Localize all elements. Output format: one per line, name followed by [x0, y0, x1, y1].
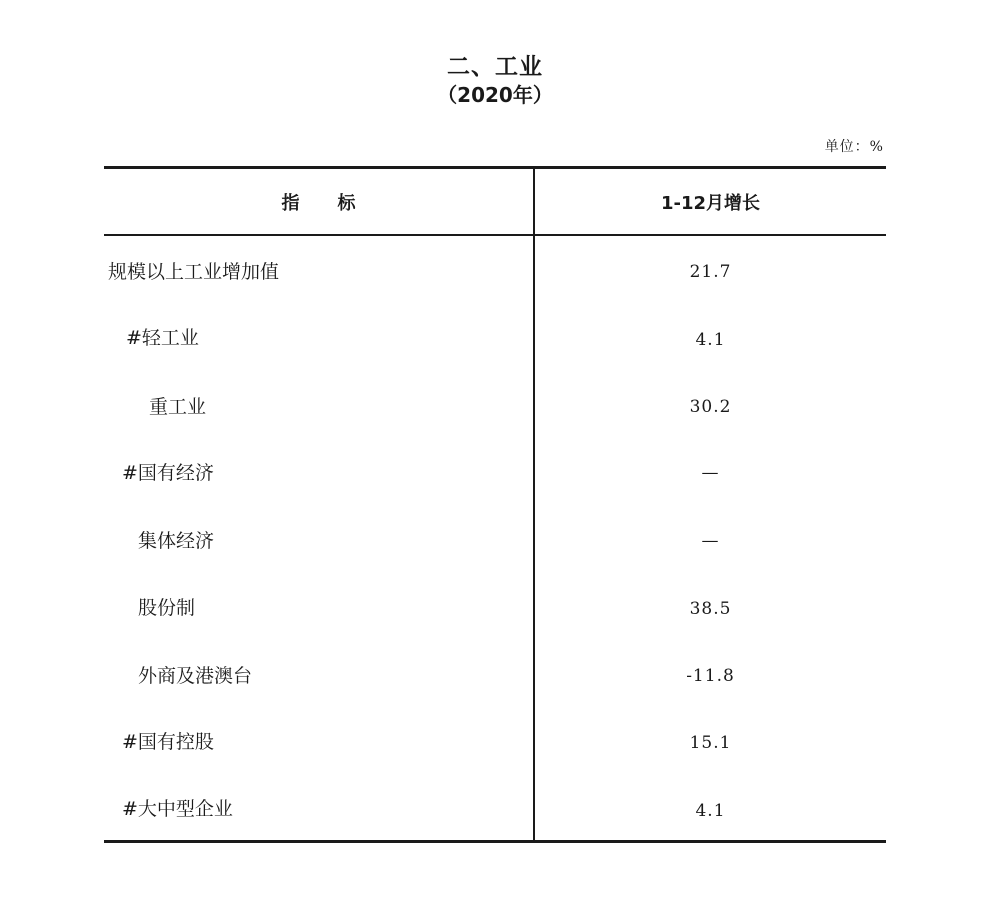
unit-label: 单位：%: [824, 139, 884, 155]
row-label: #大中型企业: [122, 798, 233, 820]
table-header-rule: [104, 234, 886, 236]
row-label: 外商及港澳台: [138, 665, 253, 687]
row-label: #国有控股: [122, 731, 214, 753]
column-header-indicator: [104, 169, 533, 234]
row-value: 30.2: [689, 397, 732, 417]
row-value: 4.1: [695, 801, 726, 821]
row-value: 4.1: [695, 330, 726, 350]
row-value: 15.1: [689, 733, 732, 753]
column-header-growth: 1-12月增长: [660, 192, 761, 214]
row-label: 重工业: [149, 396, 207, 418]
row-label: 集体经济: [138, 530, 215, 552]
row-label: 股份制: [138, 597, 196, 619]
page-subtitle: （2020年）: [437, 83, 553, 107]
column-header-indicator-text: 指标: [281, 192, 394, 214]
row-label: 规模以上工业增加值: [108, 261, 280, 283]
table-bottom-rule: [104, 840, 886, 843]
row-value: 38.5: [689, 599, 732, 619]
row-value: —: [701, 463, 720, 483]
row-value: -11.8: [686, 666, 735, 686]
row-value: 21.7: [689, 262, 732, 282]
row-value: —: [701, 531, 720, 551]
page-title: 二、工业: [447, 54, 543, 80]
row-label: #国有经济: [122, 462, 214, 484]
row-label: #轻工业: [126, 327, 199, 349]
